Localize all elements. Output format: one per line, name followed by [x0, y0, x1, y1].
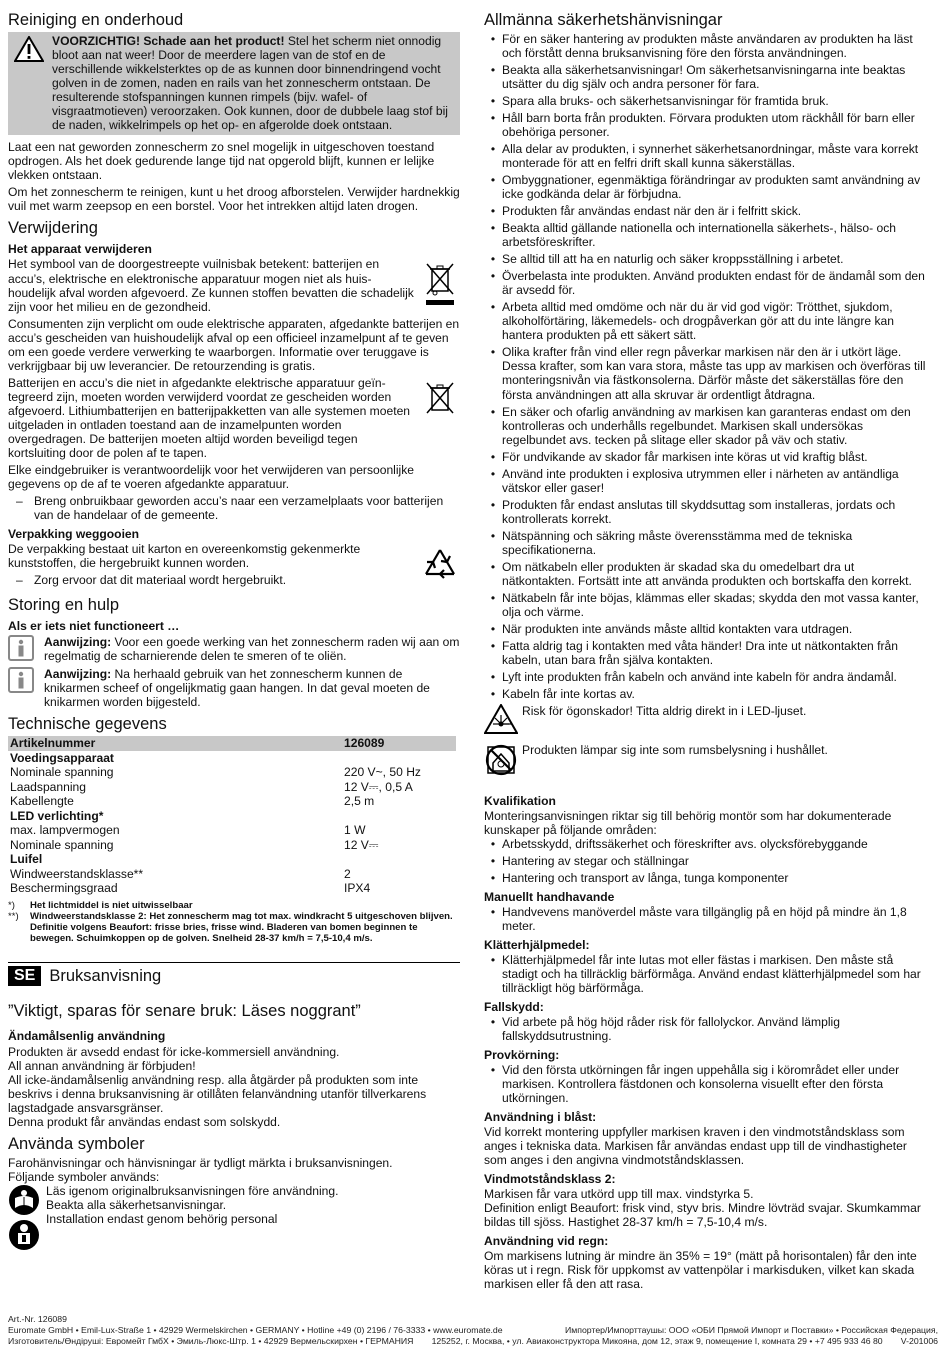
room-text: Produkten lämpar sig inte som rumsbelysning i hushållet.: [522, 742, 828, 757]
warning-strong: VOORZICHTIG! Schade aan het product!: [52, 34, 285, 49]
climb-title: Klätterhjälpmedel:: [484, 937, 590, 952]
list-item-text: Håll barn borta från produkten. Förvara produkten utom räckhåll för barn eller obehöriga personer.: [502, 111, 915, 140]
bullet-mark: •: [490, 449, 496, 464]
safety-list: [484, 32, 930, 701]
cleaning-p1: Laat een nat geworden zonnescherm zo snel mogelijk in uitgeschoven toestand opdrogen. Als het doek gedurende lange tijd nat opgerold blijft, kunnen er lelijke vlekken ontstaan.: [8, 140, 435, 183]
list-item: [484, 63, 930, 91]
note-2-text: [44, 667, 460, 709]
tech-value: 12 V⎓, 0,5 A: [344, 779, 413, 794]
list-item: [484, 269, 930, 297]
test-title: Provkörning:: [484, 1048, 560, 1063]
footer-code: V-201006: [900, 1335, 938, 1346]
qual-title: Kvalifikation: [484, 793, 556, 808]
manual-title: Manuellt handhavande: [484, 889, 615, 904]
section-title-cleaning: Reiniging en onderhoud: [8, 11, 184, 29]
intended-p4: Denna produkt får användas endast som solskydd.: [8, 1114, 281, 1129]
disposal-dash2: Zorg ervoor dat dit materiaal wordt hergebruikt.: [34, 572, 287, 587]
note-1-body: Voor een goede werking van het zonnescherm raden wij aan om regelmatig de scharnierende delen te smeren of te oliën.: [44, 634, 460, 663]
list-item-text: Beakta alla säkerhetsanvisningar! Om säkerhetsanvisningarna inte beaktas utsätter du dig själv och andra personer för fara.: [502, 63, 906, 92]
list-item: [484, 670, 930, 684]
tech-value: 2: [344, 866, 351, 881]
tech-value: [342, 852, 456, 867]
list-item: [484, 498, 930, 526]
intended-p2: All annan användning är förbjuden!: [8, 1058, 196, 1073]
disposal-p3: Batterijen en accu’s die niet in afgedankte elektrische apparatuur geïntegreerd zijn, moeten worden verwijderd voordat ze gescheiden worden afgevoerd. Lithiumbatterijen en batterijpakketten van alle systemen moeten uitgeladen in ontladen toestand aan de inzamelpunten worden overgedragen. De batterijen moeten altijd worden beveiligd tegen kortsluiting door de polen af te tapen.: [8, 375, 411, 460]
disposal-dash1: Breng onbruikbaar geworden accu’s naar een verzamelplaats voor batterijen van de handelaar of de gemeente.: [34, 493, 444, 522]
symbols-block: [8, 1184, 460, 1254]
note-2-body: Na herhaald gebruik van het zonnescherm kunnen de knikarmen scheef of ongelijkmatig gaan hangen. In dat geval moeten de knikarmen worden bijgesteld.: [44, 667, 430, 710]
list-item-text: Spara alla bruks- och säkerhetsanvisningar för framtida bruk.: [502, 94, 829, 109]
crossed-bin-battery-icon: [420, 376, 460, 416]
symbols-p2: Följande symboler används:: [8, 1169, 160, 1184]
packaging-dash-list: [16, 573, 414, 587]
intended-p3: All icke-ändamålsenlig användning resp. alla åtgärder på produkten som inte beskrivs i denna bruksanvisning är otillåten felanvändning utanför tillverkarens lagstadgade ansvarsgränser.: [8, 1072, 427, 1115]
cleaning-p2: Om het zonnescherm te reinigen, kunt u het droog afborstelen. Verwijder hardnekkig vuil met warm zeepsop en een borstel. Voor het intrekken altijd laten drogen.: [8, 185, 460, 214]
bullet-mark: •: [490, 63, 496, 78]
list-item-text: Handvevens manöverdel måste vara tillgänglig på en höjd på mindre än 1,8 meter.: [502, 904, 907, 933]
list-item: [484, 252, 930, 266]
list-item: [484, 94, 930, 108]
symbols-icons: [8, 1184, 40, 1254]
footnote-mark: **): [8, 910, 19, 922]
list-item: [484, 32, 930, 60]
table-row: [8, 780, 456, 795]
se-header-title: Bruksanvisning: [49, 966, 162, 985]
list-item: [16, 573, 414, 587]
tech-table: [8, 736, 456, 896]
list-item-text: Fatta aldrig tag i kontakten med våta händer! Dra inte ut nätkontakten från kabeln, utan bara från själva kontakten.: [502, 638, 898, 667]
list-item-text: Vid den första utkörningen får ingen uppehålla sig i körområdet eller under markisen. Kontrollera fästdonen och konsolerna visuellt efter den första utkörningen.: [502, 1063, 900, 1106]
tech-key: LED verlichting*: [10, 808, 104, 823]
bullet-mark: •: [490, 32, 496, 47]
language-tag: SE: [8, 966, 41, 987]
footer-importer: Импортер/Импорттаушы: ООО «ОБИ Прямой Импорт и Поставки» • Российская Федерация,: [565, 1324, 938, 1335]
table-row: [8, 736, 456, 751]
list-item-text: Klätterhjälpmedel får inte lutas mot eller fästas i markisen. Den måste stå stadigt och ha tillräcklig bärförmåga. Använd endast klätterhjälpmedel som har tillräckligt hög bärförmåga.: [502, 953, 921, 996]
list-item: [484, 173, 930, 201]
tech-key: Beschermingsgraad: [10, 881, 118, 896]
list-item-text: Arbetsskydd, driftssäkerhet och föreskrifter avs. olycksförebyggande: [502, 836, 868, 851]
symbol-text-1: Läs igenom originalbruksanvisningen före användning.: [46, 1183, 339, 1198]
footnote-1: Het lichtmiddel is niet uitwisselbaar: [30, 899, 193, 911]
footer-importer-address: 125252, г. Москва, • ул. Авиаконструктора Микояна, дом 12, этаж 9, помещение I, комната 29 • +7 495 933 46 80: [431, 1335, 883, 1346]
section-title-disposal: Verwijdering: [8, 219, 98, 238]
bullet-mark: •: [490, 94, 496, 109]
bullet-mark: •: [490, 1015, 496, 1030]
rain-title: Användning vid regn:: [484, 1234, 609, 1249]
tech-key: Nominale spanning: [10, 765, 114, 780]
bullet-mark: •: [490, 252, 496, 267]
list-item-text: Nätkabeln får inte böjas, klämmas eller skadas; skydda den mot vassa kanter, olja och värme.: [502, 590, 919, 619]
bullet-mark: •: [490, 300, 496, 315]
footer-manufacturer: Euromate GmbH • Emil-Lux-Straße 1 • 42929 Wermelskirchen • GERMANY • Hotline +49 (0) 2196 / 76-3333 • www.euromate.de: [8, 1324, 503, 1335]
bullet-mark: •: [490, 528, 496, 543]
table-row: [8, 881, 456, 896]
qualified-person-icon: [8, 1219, 40, 1254]
disposal-sub1: Het apparaat verwijderen: [8, 242, 152, 257]
table-row: [8, 794, 456, 809]
table-row: [8, 809, 456, 824]
list-item: [484, 871, 930, 885]
list-item-text: Se alltid till att ha en naturlig och säker kroppsställning i arbetet.: [502, 252, 844, 267]
table-row: [8, 867, 456, 882]
list-item: [484, 345, 930, 401]
warning-text: [52, 34, 456, 132]
bullet-mark: •: [490, 111, 496, 126]
tech-key: Laadspanning: [10, 779, 86, 794]
table-row: [8, 751, 456, 766]
info-icon: [8, 667, 36, 709]
tech-value: IPX4: [344, 881, 371, 896]
list-item: [484, 1015, 930, 1043]
important-notice: ”Viktigt, sparas för senare bruk: Läses noggrant”: [8, 1002, 361, 1021]
windclass-p2: Definition enligt Beaufort: frisk vind, styv bris. Mindre lövträd svajar. Skumkammar bildas till sjöss. Hastighet 28-37 km/h = 7,5-10,4 m/s.: [484, 1201, 921, 1230]
disposal-weee-block: [8, 257, 460, 316]
disposal-battery-block: [8, 376, 460, 463]
table-row: [8, 838, 456, 853]
bullet-mark: •: [490, 559, 496, 574]
bullet-mark: •: [490, 836, 496, 851]
bullet-mark: •: [490, 669, 496, 684]
list-item-text: Om nätkabeln eller produkten är skadad ska du omedelbart dra ut nätkontakten. Fortsätt inte att använda produkten och bortskaffa den korrekt.: [502, 559, 912, 588]
table-row: [8, 852, 456, 867]
wind-p: Vid korrekt montering uppfyller markisen kraven i den vindmotståndsklass som anges i tekniska data. Markisen får användas endast upp till de vindhastigheter som anges i den angivna vindmotståndsklassen.: [484, 1125, 907, 1168]
warning-icon: [14, 34, 44, 132]
tech-value: [342, 809, 456, 824]
list-item-text: Beakta alltid gällande nationella och internationella säkerhets-, hälso- och arbetsföreskrifter.: [502, 221, 896, 250]
page-footer: [8, 1314, 938, 1347]
disposal-p5: De verpakking bestaat uit karton en overeenkomstig gekenmerkte kunststoffen, die hergebruikt kunnen worden.: [8, 541, 361, 570]
bullet-mark: •: [490, 590, 496, 605]
tech-value: 2,5 m: [344, 794, 375, 809]
read-manual-icon: [8, 1184, 40, 1219]
room-light-warning: [484, 743, 930, 780]
symbols-texts: [46, 1184, 338, 1254]
bullet-mark: •: [490, 142, 496, 157]
footer-article: Art.-Nr. 126089: [8, 1314, 67, 1324]
disposal-p2: Consumenten zijn verplicht om oude elektrische apparaten, afgedankte batterijen en accu’s gescheiden van huishoudelijk afval op een officieel inzamelpunt af te geven om een goede verdere verwerking te waarborgen. Informatie over teruggave is verkrijgbaar bij uw leverancier. De retourzending is gratis.: [8, 316, 460, 373]
disposal-p1: Het symbool van de doorgestreepte vuilnisbak betekent: batterijen en accu’s, elektrische en elektronische apparatuur mogen niet als huishoudelijk afval worden afgevoerd. Ze kunnen stoffen bevatten die schadelijk zijn voor het milieu en de gezondheid.: [8, 257, 414, 314]
section-title-fault: Storing en hulp: [8, 595, 119, 614]
test-list: [484, 1063, 930, 1105]
tech-key: Nominale spanning: [10, 837, 114, 852]
symbol-text-2: Beakta alla säkerhetsanvisningar.: [46, 1197, 227, 1212]
se-section-header: [8, 962, 460, 987]
note-2-label: Aanwijzing:: [44, 667, 112, 681]
no-room-lighting-icon: [484, 743, 518, 780]
tech-value: [342, 751, 456, 766]
note-2: [8, 667, 460, 709]
manual-list: [484, 905, 930, 933]
list-item: [484, 687, 930, 701]
note-1-text: [44, 635, 460, 664]
list-item: [484, 467, 930, 495]
list-item-text: Lyft inte produkten från kabeln och använd inte kabeln för andra ändamål.: [502, 669, 897, 684]
footer-manufacturer-ru: Изготовитель/Өндіруші: Евромейт ГмбХ • Эмиль-Люкс-Штр. 1 • 42929 Вермельскирхен • ГЕРМАНИЯ: [8, 1335, 414, 1346]
list-item-text: Överbelasta inte produkten. Använd produkten endast för de ändamål som den är avsedd för.: [502, 269, 925, 298]
table-row: [8, 823, 456, 838]
list-item: [484, 142, 930, 170]
tech-value: 220 V~, 50 Hz: [344, 765, 421, 780]
rain-p: Om markisens lutning är mindre än 35% = 19° (mätt på horisontalen) får den inte köras ut i regn. Risk för uppkomst av vattenpölar i markisduken, vilket kan skada markisen eller få den att rasa.: [484, 1249, 917, 1292]
tech-key: Artikelnummer: [8, 736, 342, 751]
bullet-mark: •: [490, 497, 496, 512]
fall-title: Fallskydd:: [484, 1000, 544, 1015]
bullet-mark: •: [490, 345, 496, 360]
list-item: [484, 300, 930, 342]
bullet-mark: •: [490, 904, 496, 919]
tech-key: Kabellengte: [10, 794, 74, 809]
list-item: [484, 591, 930, 619]
list-item-text: För en säker hantering av produkten måste användaren av produkten ha läst och förstått denna bruksanvisning före den första användningen.: [502, 32, 913, 61]
qual-list: [484, 837, 930, 885]
list-item-text: Vid arbete på hög höjd råder risk för fallolyckor. Använd lämplig fallskyddsutrustning.: [502, 1015, 840, 1044]
tech-key: Luifel: [10, 852, 43, 867]
tech-key: Voedingsapparaat: [10, 750, 114, 765]
footnote-mark: *): [8, 899, 15, 911]
dash-mark: –: [16, 572, 23, 587]
disposal-dash-list: [16, 494, 460, 522]
list-item: [484, 905, 930, 933]
footnote-2: Windweerstandsklasse 2: Het zonnescherm mag tot max. windkracht 5 uitgeschoven blijven. Definitie volgens Beaufort: frisse bries, frisse wind. Bladeren van bomen beginnen te bewegen. Schuimkoppen op de golven. Snelheid 28-37 km/h = 7,5-10,4 m/s.: [30, 910, 453, 944]
fault-sub: Als er iets niet functioneert …: [8, 618, 180, 633]
list-item-text: Ombyggnationer, egenmäktiga förändringar av produkten samt användning av icke godkända delar är förbjudna.: [502, 173, 921, 202]
bullet-mark: •: [490, 870, 496, 885]
bullet-mark: •: [490, 621, 496, 636]
section-title-tech: Technische gegevens: [8, 715, 167, 734]
tech-value: 12 V⎓: [344, 837, 379, 852]
list-item: [484, 111, 930, 139]
right-column: [484, 8, 930, 1294]
list-item-text: Olika krafter från vind eller regn påverkar markisen när den är i utkört läge. Dessa krafter, som kan vara stora, måste tas upp av markisen och överföras till monteringsnivån via fästkonsolerna. Därför måste det säkerställas före den första användningen att alla skruvar är ordentligt åtdragna.: [502, 345, 926, 402]
warning-body: Stel het scherm niet onnodig bloot aan nat weer! Door de meerdere lagen van de stof en de verschillende wikkelsterktes op de as kunnen door binnendringend vocht golven in de zomen, naden en rails van het zonnescherm ontstaan. De resulterende stofspanningen kunnen rimpels (bijv. wafel- of visgraatmotieven) veroorzaken. Ook kunnen, door de dubbele laag stof bij de naden, wikkelrimpels op het op- en afgerolde doek ontstaan.: [52, 34, 448, 133]
symbols-title: Använda symboler: [8, 1134, 145, 1153]
list-item: [484, 622, 930, 636]
packaging-text: [8, 542, 414, 590]
tech-value: 1 W: [344, 823, 366, 838]
intended-p1: Produkten är avsedd endast för icke-kommersiell användning.: [8, 1044, 340, 1059]
list-item-text: Arbeta alltid med omdöme och när du är vid god vigör: Trötthet, sjukdom, alkoholförtäring, läkemedels- och drogpåverkan gör att du inte längre kan hantera produkten på ett säkert sätt.: [502, 300, 894, 343]
laser-warning-icon: [484, 704, 518, 737]
list-item-text: Använd inte produkten i explosiva utrymmen eller i närheten av antändliga vätskor eller gaser!: [502, 466, 899, 495]
intended-title: Ändamålsenlig användning: [8, 1029, 166, 1044]
left-column: [8, 8, 460, 1254]
tech-footnotes: [8, 900, 460, 944]
list-item: [484, 204, 930, 218]
bullet-mark: •: [490, 853, 496, 868]
bullet-mark: •: [490, 221, 496, 236]
bullet-mark: •: [490, 1063, 496, 1078]
bullet-mark: •: [490, 204, 496, 219]
disposal-p4: Elke eindgebruiker is verantwoordelijk voor het verwijderen van persoonlijke gegevens op de af te voeren afgedankte apparatuur.: [8, 462, 415, 491]
bullet-mark: •: [490, 466, 496, 481]
wind-title: Användning i blåst:: [484, 1110, 597, 1125]
list-item: [484, 450, 930, 464]
bullet-mark: •: [490, 953, 496, 967]
list-item-text: Alla delar av produkten, i synnerhet säkerhetsanordningar, måste vara korrekt monterade för att en felfri drift skall kunna säkerställas.: [502, 142, 919, 171]
list-item: [484, 221, 930, 249]
climb-list: [484, 953, 930, 995]
laser-text: Risk för ögonskador! Titta aldrig direkt in i LED-ljuset.: [522, 703, 807, 718]
table-row: [8, 765, 456, 780]
note-1: [8, 635, 460, 664]
windclass-p1: Markisen får vara utkörd upp till max. vindstyrka 5.: [484, 1187, 754, 1202]
note-1-label: Aanwijzing:: [44, 634, 112, 649]
bullet-mark: •: [490, 269, 496, 284]
list-item: [484, 529, 930, 557]
list-item: [484, 560, 930, 588]
list-item-text: Produkten får endast anslutas till skyddsuttag som installeras, jordats och kontrollerats korrekt.: [502, 497, 896, 526]
fall-list: [484, 1015, 930, 1043]
dash-mark: –: [16, 493, 23, 508]
tech-key: Windweerstandsklasse**: [10, 866, 144, 881]
windclass-title: Vindmotståndsklass 2:: [484, 1172, 616, 1187]
list-item-text: När produkten inte används måste alltid kontakten vara utdragen.: [502, 621, 853, 636]
bullet-mark: •: [490, 686, 496, 701]
disposal-sub2: Verpakking weggooien: [8, 526, 140, 541]
list-item: [484, 639, 930, 667]
list-item: [484, 837, 930, 851]
recycle-icon: [420, 542, 460, 584]
list-item: [484, 854, 930, 868]
list-item: [484, 953, 930, 995]
list-item-text: Produkten får användas endast när den är i felfritt skick.: [502, 204, 802, 219]
crossed-bin-icon: [420, 257, 460, 307]
warning-box: [8, 32, 460, 135]
list-item: [16, 494, 460, 522]
bullet-mark: •: [490, 173, 496, 188]
list-item-text: En säker och ofarlig användning av markisen kan garanteras endast om den kontrolleras och underhålls regelbundet. Markisen skall undersökas regelbundet avs. tecken på slitage eller skador på väv och stativ.: [502, 404, 911, 447]
packaging-block: [8, 542, 460, 590]
safety-title: Allmänna säkerhetshänvisningar: [484, 11, 723, 29]
tech-key: max. lampvermogen: [10, 823, 120, 838]
bullet-mark: •: [490, 638, 496, 653]
list-item-text: Hantering och transport av långa, tunga komponenter: [502, 870, 789, 885]
info-icon: [8, 635, 36, 664]
list-item-text: För undvikande av skador får markisen inte köras ut vid kraftig blåst.: [502, 449, 868, 464]
qual-p: Monteringsanvisningen riktar sig till behörig montör som har dokumenterade kunskaper på följande områden:: [484, 808, 892, 837]
list-item: [484, 1063, 930, 1105]
list-item-text: Nätspänning och säkring måste överensstämma med de tekniska specifikationerna.: [502, 528, 853, 557]
bullet-mark: •: [490, 404, 496, 419]
list-item-text: Hantering av stegar och ställningar: [502, 853, 689, 868]
laser-warning: [484, 704, 930, 737]
symbol-text-3: Installation endast genom behörig personal: [46, 1211, 278, 1226]
symbols-p1: Farohänvisningar och hänvisningar är tydligt märkta i bruksanvisningen.: [8, 1155, 393, 1170]
tech-value: 126089: [342, 736, 456, 751]
list-item-text: Kabeln får inte kortas av.: [502, 686, 635, 701]
list-item: [484, 405, 930, 447]
